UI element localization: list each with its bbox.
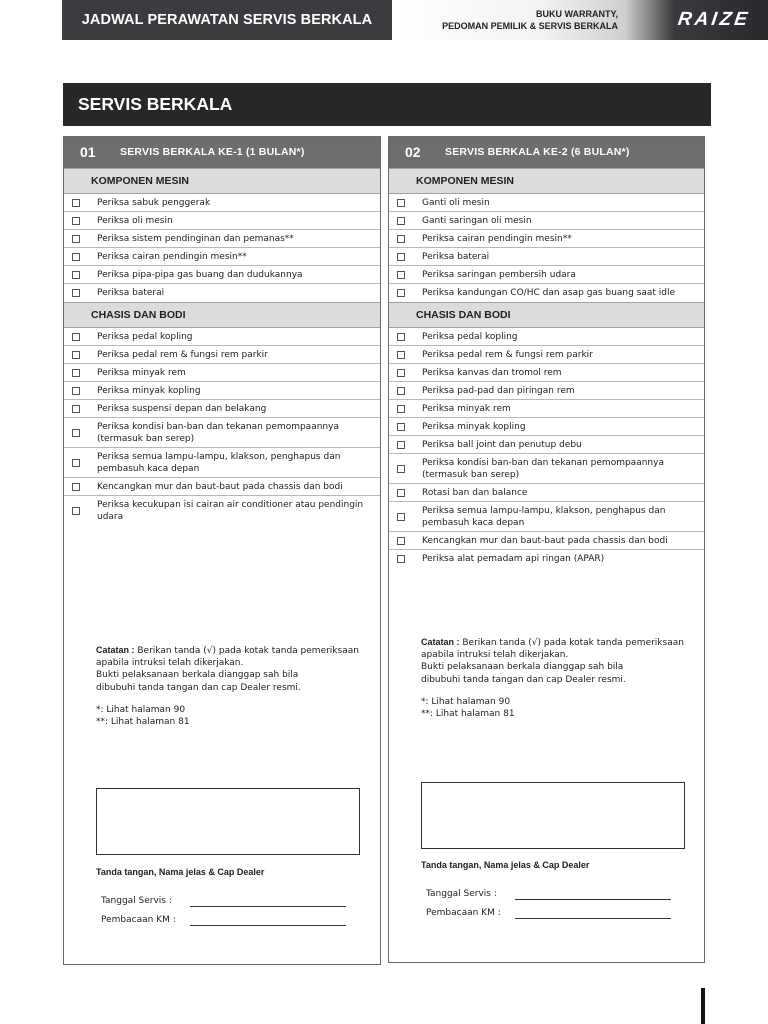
km-reading-field[interactable] [515, 918, 671, 919]
checklist-row [64, 328, 380, 346]
checkbox[interactable] [72, 369, 80, 377]
page-edge-marker [701, 988, 705, 1024]
checklist-row [389, 400, 704, 418]
checklist-item-text: Periksa baterai [422, 251, 490, 262]
checklist-item-text: Periksa minyak kopling [422, 421, 526, 432]
checkbox[interactable] [397, 489, 405, 497]
header-subtitle-line2: PEDOMAN PEMILIK & SERVIS BERKALA [442, 21, 618, 31]
service-date-label: Tanggal Servis : [426, 889, 497, 899]
checkbox[interactable] [397, 217, 405, 225]
checklist-item-text: Periksa semua lampu-lampu, klakson, penghapus dan pembasuh kaca depan [422, 505, 666, 528]
checkbox[interactable] [72, 459, 80, 467]
checklist-item-text: Periksa kandungan CO/HC dan asap gas buang saat idle [422, 288, 676, 298]
engine-checklist [389, 194, 704, 302]
checklist-row [389, 436, 704, 454]
checklist-row [389, 328, 704, 346]
note-line-2: apabila intruksi telah dikerjakan. [421, 650, 569, 661]
checkbox[interactable] [72, 405, 80, 413]
checkbox[interactable] [72, 253, 80, 261]
checkbox[interactable] [72, 429, 80, 437]
signature-label: Tanda tangan, Nama jelas & Cap Dealer [421, 860, 590, 870]
checkbox[interactable] [397, 253, 405, 261]
checklist-item-text: Periksa sabuk penggerak [97, 197, 211, 208]
chassis-checklist [64, 328, 380, 526]
checkbox[interactable] [397, 555, 405, 563]
checkbox[interactable] [72, 387, 80, 395]
checklist-row [64, 382, 380, 400]
checkbox[interactable] [72, 217, 80, 225]
service-card-2 [388, 136, 705, 963]
card-header [64, 137, 380, 168]
checklist-item-text: Periksa pipa-pipa gas buang dan dudukannya [97, 269, 303, 280]
engine-section-heading: KOMPONEN MESIN [389, 168, 704, 194]
checklist-item-text: Periksa kondisi ban-ban dan tekanan pemompaannya (termasuk ban serep) [97, 421, 339, 444]
checklist-item-text: Periksa cairan pendingin mesin** [422, 233, 572, 244]
header-subtitle-line1: BUKU WARRANTY, [536, 9, 618, 19]
checklist-row [64, 496, 380, 526]
checklist-row [64, 364, 380, 382]
service-date-label: Tanggal Servis : [101, 896, 172, 906]
checkbox[interactable] [397, 333, 405, 341]
chassis-checklist [389, 328, 704, 568]
note-line-3: Bukti pelaksanaan berkala dianggap sah bila [96, 670, 299, 681]
checklist-row [64, 448, 380, 478]
checklist-item-text: Periksa pedal kopling [97, 331, 193, 342]
note-line-1 [421, 636, 701, 649]
checklist-row [389, 418, 704, 436]
header-subtitle [442, 8, 618, 32]
checklist-row [64, 212, 380, 230]
checkbox[interactable] [72, 289, 80, 297]
card-number: 02 [405, 144, 421, 160]
signature-box[interactable] [96, 788, 360, 855]
checklist-item-text: Kencangkan mur dan baut-baut pada chassis dan bodi [97, 481, 343, 492]
raize-logo: RAIZE [676, 9, 752, 30]
checkbox[interactable] [397, 289, 405, 297]
checklist-item-text: Periksa kecukupan isi cairan air conditioner atau pendingin udara [97, 500, 364, 522]
checklist-item-text: Periksa minyak rem [97, 367, 186, 378]
checklist-row [64, 400, 380, 418]
checkbox[interactable] [72, 483, 80, 491]
signature-label: Tanda tangan, Nama jelas & Cap Dealer [96, 867, 265, 877]
checkbox[interactable] [72, 235, 80, 243]
note-line-2: apabila intruksi telah dikerjakan. [96, 658, 244, 669]
checklist-row [64, 266, 380, 284]
checkbox[interactable] [397, 423, 405, 431]
km-reading-field[interactable] [190, 925, 346, 926]
checklist-item-text: Periksa pedal rem & fungsi rem parkir [422, 349, 593, 360]
checkbox[interactable] [397, 351, 405, 359]
checklist-item-text: Periksa ball joint dan penutup debu [422, 439, 582, 450]
note-line-4: dibubuhi tanda tangan dan cap Dealer resmi. [421, 674, 626, 685]
note-line-4: dibubuhi tanda tangan dan cap Dealer resmi. [96, 682, 301, 693]
checklist-item-text: Kencangkan mur dan baut-baut pada chassis dan bodi [422, 535, 668, 546]
checklist-item-text: Rotasi ban dan balance [422, 487, 528, 498]
checklist-item-text: Periksa pedal rem & fungsi rem parkir [97, 349, 268, 360]
engine-section-heading: KOMPONEN MESIN [64, 168, 380, 194]
checklist-row [64, 418, 380, 448]
checkbox[interactable] [397, 271, 405, 279]
checkbox[interactable] [397, 513, 405, 521]
checkbox[interactable] [397, 405, 405, 413]
checklist-row [64, 248, 380, 266]
checklist-row [389, 484, 704, 502]
note-label: Catatan : [96, 645, 135, 655]
service-date-field[interactable] [190, 906, 346, 907]
reference-1: *: Lihat halaman 90 [421, 696, 511, 707]
checklist-item-text: Ganti saringan oli mesin [422, 215, 532, 226]
checkbox[interactable] [397, 369, 405, 377]
checkbox[interactable] [397, 235, 405, 243]
checklist-row [389, 266, 704, 284]
service-date-field[interactable] [515, 899, 671, 900]
checklist-item-text: Periksa saringan pembersih udara [422, 269, 576, 280]
checklist-item-text: Periksa pedal kopling [422, 331, 518, 342]
checkbox[interactable] [72, 199, 80, 207]
checklist-item-text: Periksa pad-pad dan piringan rem [422, 385, 575, 396]
checklist-item-text: Periksa kondisi ban-ban dan tekanan pemompaannya (termasuk ban serep) [422, 457, 664, 480]
header-title: JADWAL PERAWATAN SERVIS BERKALA [62, 0, 392, 40]
checklist-row [389, 284, 704, 302]
note-line-3: Bukti pelaksanaan berkala dianggap sah bila [421, 662, 624, 673]
checklist-row [64, 346, 380, 364]
note-block [421, 636, 701, 720]
note-label: Catatan : [421, 637, 460, 647]
checklist-row [389, 248, 704, 266]
checklist-item-text: Periksa minyak kopling [97, 385, 201, 396]
checklist-item-text: Periksa sistem pendinginan dan pemanas** [97, 233, 294, 244]
checklist-row [64, 478, 380, 496]
reference-2: **: Lihat halaman 81 [421, 709, 515, 720]
checklist-row [389, 550, 704, 568]
checkbox[interactable] [397, 441, 405, 449]
service-card-1 [63, 136, 381, 965]
checklist-item-text: Ganti oli mesin [422, 197, 490, 208]
note-text: Berikan tanda (√) pada kotak tanda pemeriksaan [459, 638, 684, 648]
checklist-item-text: Periksa semua lampu-lampu, klakson, penghapus dan pembasuh kaca depan [97, 451, 341, 474]
checkbox[interactable] [397, 387, 405, 395]
chassis-section-heading: CHASIS DAN BODI [389, 302, 704, 328]
note-text: Berikan tanda (√) pada kotak tanda pemeriksaan [134, 646, 359, 656]
chassis-section-heading: CHASIS DAN BODI [64, 302, 380, 328]
checklist-item-text: Periksa suspensi depan dan belakang [97, 403, 267, 414]
checklist-row [389, 532, 704, 550]
engine-checklist [64, 194, 380, 302]
checklist-row [389, 194, 704, 212]
checkbox[interactable] [72, 333, 80, 341]
checklist-item-text: Periksa baterai [97, 288, 165, 298]
card-title: SERVIS BERKALA KE-2 (6 BULAN*) [445, 146, 630, 158]
checkbox[interactable] [397, 465, 405, 473]
checkbox[interactable] [72, 351, 80, 359]
section-title: SERVIS BERKALA [63, 83, 711, 126]
reference-1: *: Lihat halaman 90 [96, 704, 186, 715]
checkbox[interactable] [72, 507, 80, 515]
checklist-row [64, 284, 380, 302]
checklist-row [389, 346, 704, 364]
note-block [96, 644, 376, 728]
km-reading-label: Pembacaan KM : [101, 915, 176, 925]
km-reading-label: Pembacaan KM : [426, 908, 501, 918]
checkbox[interactable] [72, 271, 80, 279]
checklist-row [389, 454, 704, 484]
checklist-row [389, 502, 704, 532]
checklist-item-text: Periksa cairan pendingin mesin** [97, 251, 247, 262]
card-header [389, 137, 704, 168]
checklist-row [389, 364, 704, 382]
checkbox[interactable] [397, 199, 405, 207]
checklist-item-text: Periksa alat pemadam api ringan (APAR) [422, 554, 605, 564]
checklist-row [389, 212, 704, 230]
checklist-row [389, 382, 704, 400]
signature-box[interactable] [421, 782, 685, 849]
reference-2: **: Lihat halaman 81 [96, 717, 190, 728]
card-number: 01 [80, 144, 96, 160]
header-brand-strip [392, 0, 768, 40]
checklist-row [389, 230, 704, 248]
checklist-item-text: Periksa oli mesin [97, 215, 173, 226]
checklist-row [64, 230, 380, 248]
checklist-item-text: Periksa kanvas dan tromol rem [422, 367, 562, 378]
checkbox[interactable] [397, 537, 405, 545]
card-title: SERVIS BERKALA KE-1 (1 BULAN*) [120, 146, 305, 158]
checklist-row [64, 194, 380, 212]
note-line-1 [96, 644, 376, 657]
checklist-item-text: Periksa minyak rem [422, 403, 511, 414]
